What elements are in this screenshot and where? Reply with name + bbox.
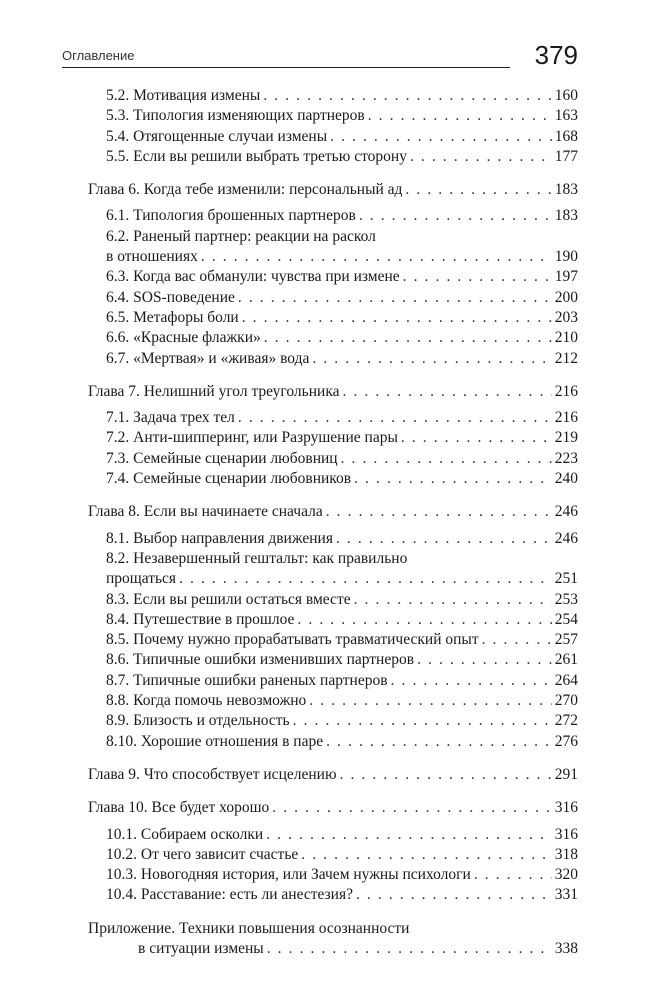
spacer — [88, 167, 578, 180]
toc-entry-title: 8.4. Путешествие в прошлое — [106, 610, 295, 628]
toc-entry-title: 5.5. Если вы решили выбрать третью сторону — [106, 147, 407, 165]
toc-section-row[interactable] — [88, 428, 578, 448]
toc-page-number: 276 — [554, 732, 578, 750]
dot-leader — [401, 428, 552, 448]
toc-entry-title: 6.4. SOS-поведение — [106, 288, 235, 306]
toc-section-row[interactable] — [88, 147, 578, 167]
toc-page-number: 223 — [554, 449, 578, 467]
toc-section-row[interactable] — [88, 732, 578, 752]
toc-chapter-row[interactable] — [88, 382, 578, 402]
dot-leader — [359, 206, 552, 226]
toc-page-number: 183 — [554, 181, 578, 199]
dot-leader — [341, 449, 552, 469]
toc-chapter-row[interactable] — [88, 180, 578, 200]
toc-entry-title: 8.7. Типичные ошибки раненых партнеров — [106, 671, 388, 689]
dot-leader — [354, 469, 552, 489]
toc-page-number: 316 — [554, 799, 578, 817]
dot-leader — [403, 267, 552, 287]
toc-entry-title: Приложение. Техники повышения осознанности — [88, 919, 410, 937]
dot-leader — [405, 180, 551, 200]
toc-section-row[interactable] — [88, 590, 578, 610]
toc-entry-title: Глава 6. Когда тебе изменили: персональный ад — [88, 181, 403, 199]
toc-section-row[interactable] — [88, 106, 578, 126]
spacer — [88, 906, 578, 919]
toc-section-row[interactable] — [88, 86, 578, 106]
toc-entry-title: 8.5. Почему нужно прорабатывать травматический опыт — [106, 631, 479, 649]
toc-entry-title: Глава 10. Все будет хорошо — [88, 799, 270, 817]
toc-page-number: 254 — [554, 610, 578, 628]
page-number: 379 — [534, 40, 578, 70]
dot-leader — [336, 529, 552, 549]
toc-entry-title: 6.3. Когда вас обманули: чувства при измене — [106, 268, 400, 286]
dot-leader — [266, 825, 552, 845]
toc-section-row[interactable] — [88, 671, 578, 691]
toc-entry-title: 8.6. Типичные ошибки изменивших партнеров — [106, 651, 415, 669]
dot-leader — [272, 798, 551, 818]
toc-page-number: 272 — [554, 712, 578, 730]
toc-section-row[interactable] — [88, 328, 578, 348]
toc-section-entry[interactable] — [88, 549, 578, 590]
toc-entry-title: 10.1. Собираем осколки — [106, 825, 264, 843]
toc-section-entry[interactable] — [88, 227, 578, 268]
toc-chapter-row[interactable] — [88, 502, 578, 522]
toc-section-row[interactable] — [88, 845, 578, 865]
toc-entry-title: 8.8. Когда помочь невозможно — [106, 692, 307, 710]
dot-leader — [238, 288, 552, 308]
toc-page-number: 219 — [554, 429, 578, 447]
toc-page-number: 318 — [554, 845, 578, 863]
toc-page-number: 331 — [554, 886, 578, 904]
toc-page-number: 177 — [554, 147, 578, 165]
toc-page-number: 216 — [554, 382, 578, 400]
toc-entry-title: 10.2. От чего зависит счастье — [106, 845, 299, 863]
toc-entry-title: в отношениях — [106, 248, 198, 266]
toc-page-number: 251 — [554, 570, 578, 588]
toc-page-number: 203 — [554, 308, 578, 326]
toc-page-number: 190 — [554, 248, 578, 266]
dot-leader — [417, 650, 552, 670]
running-title: Оглавление — [62, 48, 135, 63]
spacer — [88, 785, 578, 798]
toc-entry-title: 7.4. Семейные сценарии любовников — [106, 470, 352, 488]
toc-section-row[interactable] — [88, 529, 578, 549]
toc-section-row[interactable] — [88, 206, 578, 226]
toc-page-number: 253 — [554, 590, 578, 608]
dot-leader — [264, 328, 552, 348]
toc-entry-title: 5.2. Мотивация измены — [106, 87, 261, 104]
toc-chapter-row[interactable] — [88, 939, 578, 959]
toc-page-number: 246 — [554, 529, 578, 547]
toc-section-row[interactable] — [88, 569, 578, 589]
toc-section-row[interactable] — [88, 610, 578, 630]
toc-page-number: 168 — [554, 127, 578, 145]
toc-page-number: 197 — [554, 268, 578, 286]
toc-section-row[interactable] — [88, 825, 578, 845]
toc-section-row[interactable] — [88, 691, 578, 711]
toc-entry-title: 8.2. Незавершенный гештальт: как правильно — [106, 549, 408, 567]
toc-page-number: 160 — [554, 87, 578, 104]
toc-section-row[interactable] — [88, 267, 578, 287]
toc-entry-title: прощаться — [106, 570, 177, 588]
spacer — [88, 369, 578, 382]
toc-page-number: 212 — [554, 349, 578, 367]
toc-entry-title: 6.7. «Мертвая» и «живая» вода — [106, 349, 310, 367]
toc-entry-title: 8.10. Хорошие отношения в паре — [106, 732, 324, 750]
toc-entry-title: 8.3. Если вы решили остаться вместе — [106, 590, 351, 608]
toc-entry-title: 8.9. Близость и отдельность — [106, 712, 290, 730]
dot-leader — [474, 865, 552, 885]
toc-section-row[interactable] — [88, 630, 578, 650]
header-rule — [62, 67, 510, 68]
dot-leader — [301, 845, 551, 865]
toc-section-row[interactable] — [88, 408, 578, 428]
toc-entry-title: 5.3. Типология изменяющих партнеров — [106, 107, 365, 125]
dot-leader — [238, 408, 552, 428]
toc-entry-title: 8.1. Выбор направления движения — [106, 529, 333, 547]
toc-entry-title: 10.3. Новогодняя история, или Зачем нужны психологи — [106, 866, 471, 884]
toc-section-row[interactable] — [88, 885, 578, 905]
toc-entry-title: 6.5. Метафоры боли — [106, 308, 239, 326]
toc-entry-title: Глава 7. Нелишний угол треугольника — [88, 382, 340, 400]
dot-leader — [293, 711, 552, 731]
toc-entry-title: 6.2. Раненый партнер: реакции на раскол — [106, 227, 376, 245]
toc-page-number: 200 — [554, 288, 578, 306]
dot-leader — [343, 382, 552, 402]
toc-entry-title: в ситуации измены — [138, 939, 264, 957]
toc-page-number: 264 — [554, 671, 578, 689]
dot-leader — [326, 502, 552, 522]
toc-page-number: 316 — [554, 825, 578, 843]
dot-leader — [309, 691, 551, 711]
toc-section-row[interactable] — [88, 449, 578, 469]
dot-leader — [179, 569, 552, 589]
toc-page-number: 270 — [554, 692, 578, 710]
dot-leader — [312, 349, 551, 369]
dot-leader — [297, 610, 551, 630]
dot-leader — [330, 127, 552, 147]
toc-section-row[interactable] — [88, 247, 578, 267]
toc-entry-title: 7.3. Семейные сценарии любовниц — [106, 449, 338, 467]
toc-section-row[interactable] — [88, 127, 578, 147]
toc-entry-title: Глава 9. Что способствует исцелению — [88, 765, 337, 783]
spacer — [88, 489, 578, 502]
toc-entry-title: 10.4. Расставание: есть ли анестезия? — [106, 886, 353, 904]
toc-entry-title: 7.2. Анти-шиппеpинг, или Разрушение пары — [106, 429, 398, 447]
dot-leader — [242, 308, 552, 328]
dot-leader — [326, 732, 552, 752]
dot-leader — [482, 630, 552, 650]
dot-leader — [267, 939, 552, 959]
dot-leader — [410, 147, 552, 167]
toc-entry-title: 5.4. Отягощенные случаи измены — [106, 127, 328, 145]
page-header — [62, 40, 578, 68]
toc-page-number: 291 — [554, 765, 578, 783]
toc-page-number: 246 — [554, 503, 578, 521]
dot-leader — [340, 765, 552, 785]
toc-page-number: 240 — [554, 470, 578, 488]
table-of-contents — [88, 86, 578, 959]
spacer — [88, 752, 578, 765]
toc-page-number: 338 — [554, 939, 578, 957]
toc-section-row[interactable] — [88, 865, 578, 885]
toc-section-row[interactable] — [88, 650, 578, 670]
toc-page-number: 216 — [554, 409, 578, 427]
toc-page-number: 183 — [554, 207, 578, 225]
toc-entry-title: Глава 8. Если вы начинаете сначала — [88, 503, 323, 521]
toc-page-number: 210 — [554, 329, 578, 347]
toc-entry-title: 7.1. Задача трех тел — [106, 409, 235, 427]
toc-page-number: 261 — [554, 651, 578, 669]
dot-leader — [263, 86, 551, 106]
toc-chapter-row[interactable] — [88, 765, 578, 785]
toc-section-row[interactable] — [88, 711, 578, 731]
dot-leader — [201, 247, 552, 267]
dot-leader — [356, 885, 552, 905]
toc-page-number: 257 — [554, 631, 578, 649]
toc-section-row[interactable] — [88, 469, 578, 489]
toc-chapter-entry[interactable] — [88, 919, 578, 960]
toc-entry-title: 6.6. «Красные флажки» — [106, 329, 261, 347]
dot-leader — [354, 590, 552, 610]
dot-leader — [391, 671, 552, 691]
toc-section-row[interactable] — [88, 308, 578, 328]
toc-entry-title: 6.1. Типология брошенных партнеров — [106, 207, 356, 225]
toc-page-number: 320 — [554, 866, 578, 884]
toc-section-row[interactable] — [88, 288, 578, 308]
toc-section-row[interactable] — [88, 349, 578, 369]
dot-leader — [368, 106, 552, 126]
toc-chapter-row[interactable] — [88, 798, 578, 818]
toc-page-number: 163 — [554, 107, 578, 125]
